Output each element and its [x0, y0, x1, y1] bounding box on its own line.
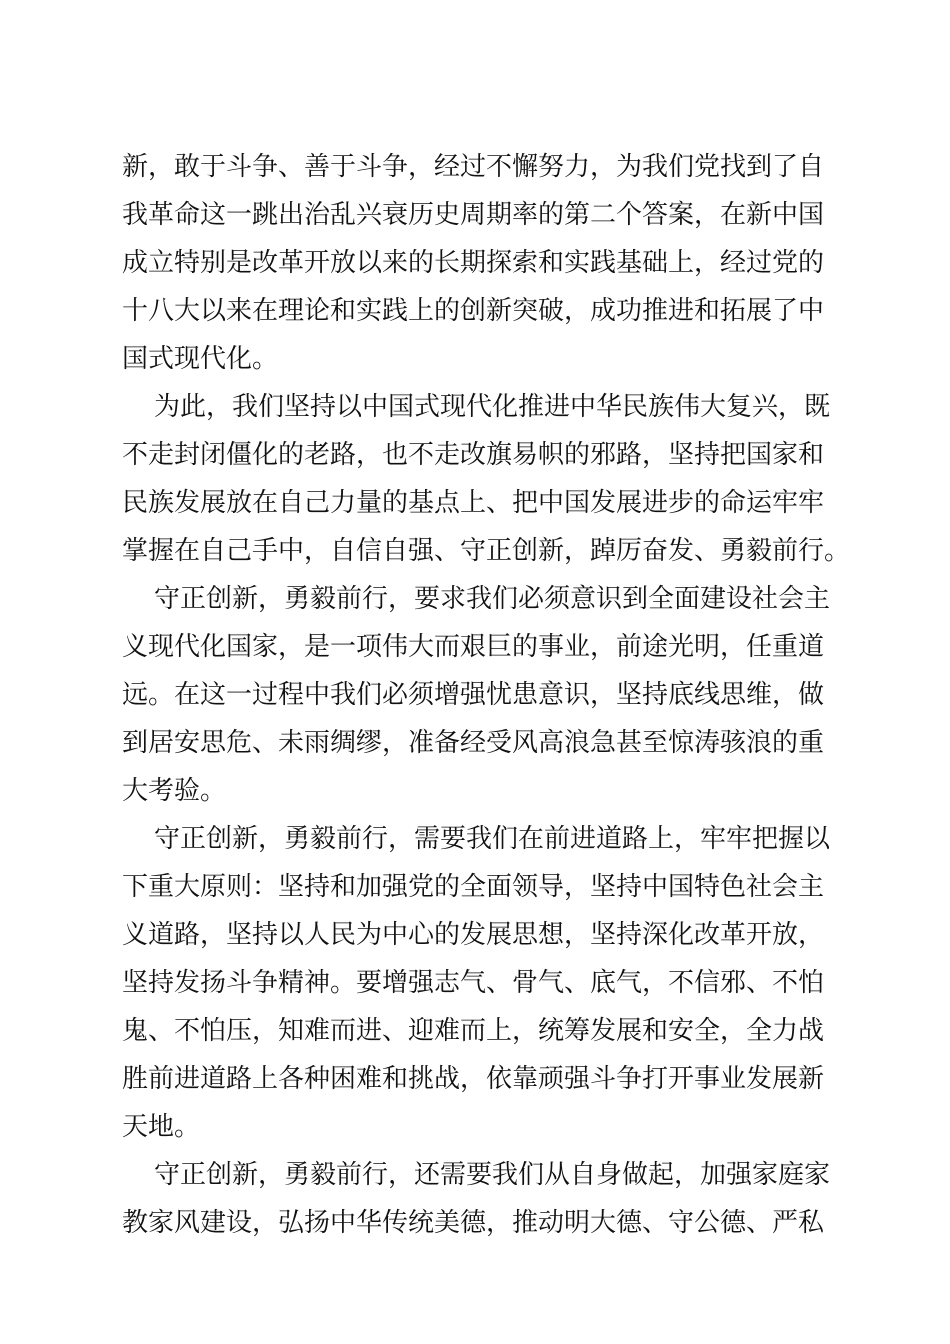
- text-line: 远。在这一过程中我们必须增强忧患意识，坚持底线思维，做: [122, 680, 825, 710]
- text-line: 鬼、不怕压，知难而进、迎难而上，统筹发展和安全，全力战: [122, 1016, 825, 1046]
- text-line: 成立特别是改革开放以来的长期探索和实践基础上，经过党的: [122, 248, 825, 278]
- text-line: 十八大以来在理论和实践上的创新突破，成功推进和拓展了中: [122, 296, 825, 326]
- text-line: 胜前进道路上各种困难和挑战，依靠顽强斗争打开事业发展新: [122, 1064, 825, 1094]
- text-line: 民族发展放在自己力量的基点上、把中国发展进步的命运牢牢: [122, 488, 825, 518]
- paragraph: [122, 575, 831, 815]
- text-line: 掌握在自己手中，自信自强、守正创新，踔厉奋发、勇毅前行。: [122, 536, 851, 566]
- text-line: 守正创新，勇毅前行，需要我们在前进道路上，牢牢把握以: [154, 824, 831, 854]
- paragraph: [122, 143, 824, 383]
- text-line: 不走封闭僵化的老路，也不走改旗易帜的邪路，坚持把国家和: [122, 440, 825, 470]
- text-line: 天地。: [122, 1112, 201, 1142]
- text-line: 我革命这一跳出治乱兴衰历史周期率的第二个答案，在新中国: [122, 200, 825, 230]
- text-line: 国式现代化。: [122, 344, 279, 374]
- text-line: 为此，我们坚持以中国式现代化推进中华民族伟大复兴，既: [154, 392, 831, 422]
- text-line: 义道路，坚持以人民为中心的发展思想，坚持深化改革开放，: [122, 920, 825, 950]
- text-line: 义现代化国家，是一项伟大而艰巨的事业，前途光明，任重道: [122, 632, 825, 662]
- paragraph: [122, 383, 851, 575]
- text-line: 守正创新，勇毅前行，还需要我们从自身做起，加强家庭家: [154, 1160, 831, 1190]
- text-line: 下重大原则：坚持和加强党的全面领导，坚持中国特色社会主: [122, 872, 825, 902]
- paragraph: [122, 1151, 831, 1247]
- text-line: 教家风建设，弘扬中华传统美德，推动明大德、守公德、严私: [122, 1208, 825, 1238]
- text-line: 新，敢于斗争、善于斗争，经过不懈努力，为我们党找到了自: [122, 152, 825, 182]
- text-line: 坚持发扬斗争精神。要增强志气、骨气、底气，不信邪、不怕: [122, 968, 825, 998]
- body-text: [122, 143, 851, 1247]
- text-line: 到居安思危、未雨绸缪，准备经受风高浪急甚至惊涛骇浪的重: [122, 728, 825, 758]
- text-line: 大考验。: [122, 776, 227, 806]
- paragraph: [122, 815, 831, 1151]
- text-line: 守正创新，勇毅前行，要求我们必须意识到全面建设社会主: [154, 584, 831, 614]
